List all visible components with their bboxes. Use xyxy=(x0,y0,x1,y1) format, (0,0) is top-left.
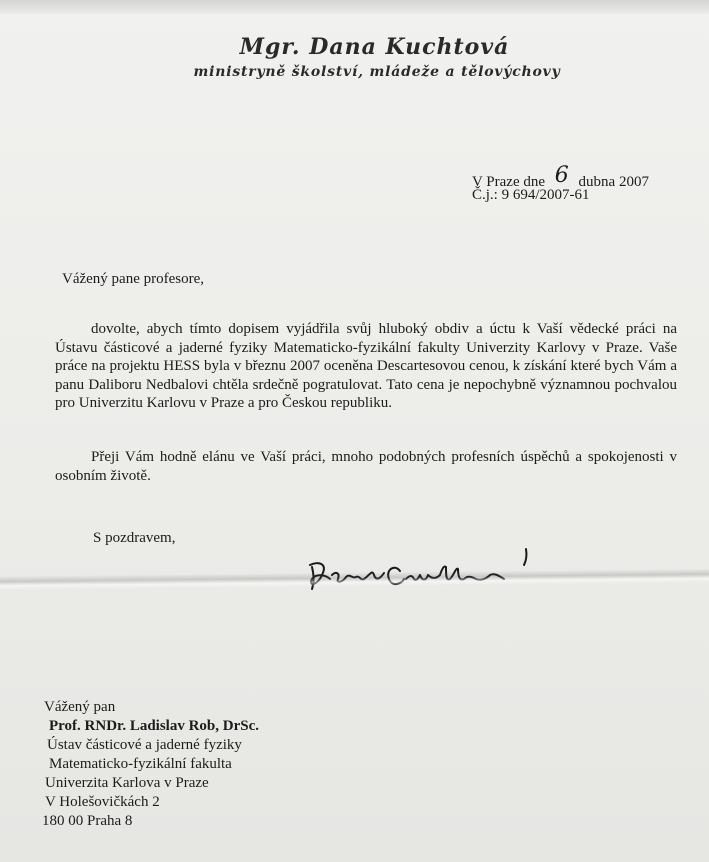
recipient-street: V Holešovičkách 2 xyxy=(45,794,160,810)
recipient-postal: 180 00 Praha 8 xyxy=(42,813,133,829)
body-paragraph-2 xyxy=(55,448,677,485)
recipient-greeting: Vážený pan xyxy=(44,699,116,715)
closing: S pozdravem, xyxy=(93,530,176,546)
reference-number: Č.j.: 9 694/2007-61 xyxy=(472,187,590,203)
body-paragraph-1 xyxy=(55,320,677,413)
date-day-handwritten: 6 xyxy=(554,163,569,188)
date-month-year: dubna 2007 xyxy=(578,174,649,190)
salutation: Vážený pane profesore, xyxy=(62,271,205,287)
recipient-faculty: Matematicko-fyzikální fakulta xyxy=(49,756,232,772)
recipient-institute: Ústav částicové a jaderné fyziky xyxy=(47,737,242,753)
letterhead-role: ministryně školství, mládeže a tělovýchovy xyxy=(193,64,561,80)
recipient-university: Univerzita Karlova v Praze xyxy=(45,775,209,791)
recipient-name: Prof. RNDr. Ladislav Rob, DrSc. xyxy=(49,718,260,734)
body-paragraph-1-text: dovolte, abych tímto dopisem vyjádřila svůj hluboký obdiv a úctu k Vaší vědecké práci na Ústavu částicové a jaderné fyziky Matematicko-fyzikální fakulty Univerzity Karlovy v Praze. Vaše práce na projektu HESS byla v březnu 2007 oceněna Descartesovou cenou, k získání které bych Vám a panu Daliboru Nedbalovi chtěla srdečně pogratulovat. Tato cena je nepochybně významnou pochvalou pro Univerzitu Karlovu v Praze a pro Českou republiku. xyxy=(55,321,677,412)
paper-top-edge xyxy=(0,0,709,14)
body-paragraph-2-text: Přeji Vám hodně elánu ve Vaší práci, mnoho podobných profesních úspěchů a spokojenosti v osobním životě. xyxy=(55,449,677,484)
letterhead-name: Mgr. Dana Kuchtová xyxy=(239,34,510,60)
date-prefix: V Praze dne xyxy=(472,174,546,190)
